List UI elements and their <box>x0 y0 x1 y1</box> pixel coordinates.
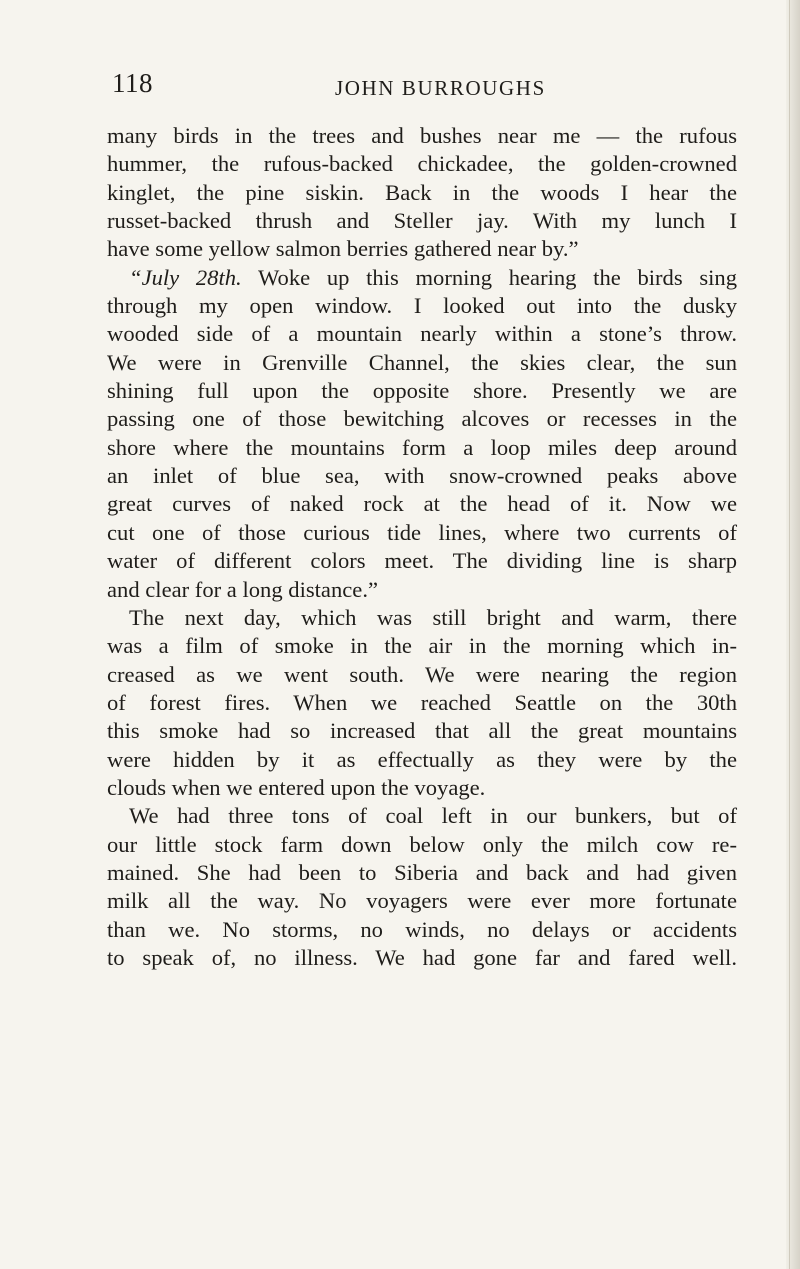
text-line: russet-backed thrush and Steller jay. With my lunch I <box>107 208 737 234</box>
text-line: have some yellow salmon berries gathered near by.” <box>107 236 579 262</box>
text-line: to speak of, no illness. We had gone far and fared well. <box>107 944 737 970</box>
text-line: mained. She had been to Siberia and back and had given <box>107 859 737 885</box>
text-line: this smoke had so increased that all the great mountains <box>107 718 737 744</box>
text-line: milk all the way. No voyagers were ever more fortunate <box>107 888 737 914</box>
text-line: was a film of smoke in the air in the morning which in- <box>107 633 737 659</box>
text-line: our little stock farm down below only the milch cow re- <box>107 831 737 857</box>
page-number: 118 <box>112 68 153 98</box>
text-line-dated <box>107 264 737 292</box>
running-head: JOHN BURROUGHS <box>335 76 546 100</box>
text-line: great curves of naked rock at the head of it. Now we <box>107 491 737 517</box>
text-line: passing one of those bewitching alcoves or recesses in the <box>107 406 737 432</box>
text-line: We were in Grenville Channel, the skies clear, the sun <box>107 349 737 375</box>
text-line: creased as we went south. We were nearing the region <box>107 661 737 687</box>
text-line: We had three tons of coal left in our bunkers, but of <box>129 803 737 829</box>
text-line: than we. No storms, no winds, no delays or accidents <box>107 916 737 942</box>
text-line: kinglet, the pine siskin. Back in the woods I hear the <box>107 179 737 205</box>
text-line: The next day, which was still bright and warm, there <box>129 604 737 630</box>
page-header <box>0 68 800 104</box>
text-line: hummer, the rufous-backed chickadee, the golden-crowned <box>107 151 737 177</box>
text-line: shore where the mountains form a loop miles deep around <box>107 434 737 460</box>
text-line-remainder: Woke up this morning hearing the birds sing <box>258 264 737 290</box>
text-line: shining full upon the opposite shore. Presently we are <box>107 378 737 404</box>
text-line: and clear for a long distance.” <box>107 576 378 602</box>
text-line: many birds in the trees and bushes near me — the rufous <box>107 123 737 148</box>
text-line: of forest fires. When we reached Seattle on the 30th <box>107 689 737 715</box>
date-heading: “July 28th. <box>129 264 242 290</box>
text-line: wooded side of a mountain nearly within a stone’s throw. <box>107 321 737 347</box>
text-line: cut one of those curious tide lines, where two currents of <box>107 519 737 545</box>
body-text <box>107 122 737 972</box>
text-line: an inlet of blue sea, with snow-crowned peaks above <box>107 463 737 489</box>
text-line: were hidden by it as effectually as they were by the <box>107 746 737 772</box>
text-line: through my open window. I looked out into the dusky <box>107 293 737 319</box>
text-line: water of different colors meet. The dividing line is sharp <box>107 548 737 574</box>
page-edge-line <box>789 0 790 1269</box>
text-line: clouds when we entered upon the voyage. <box>107 774 486 800</box>
